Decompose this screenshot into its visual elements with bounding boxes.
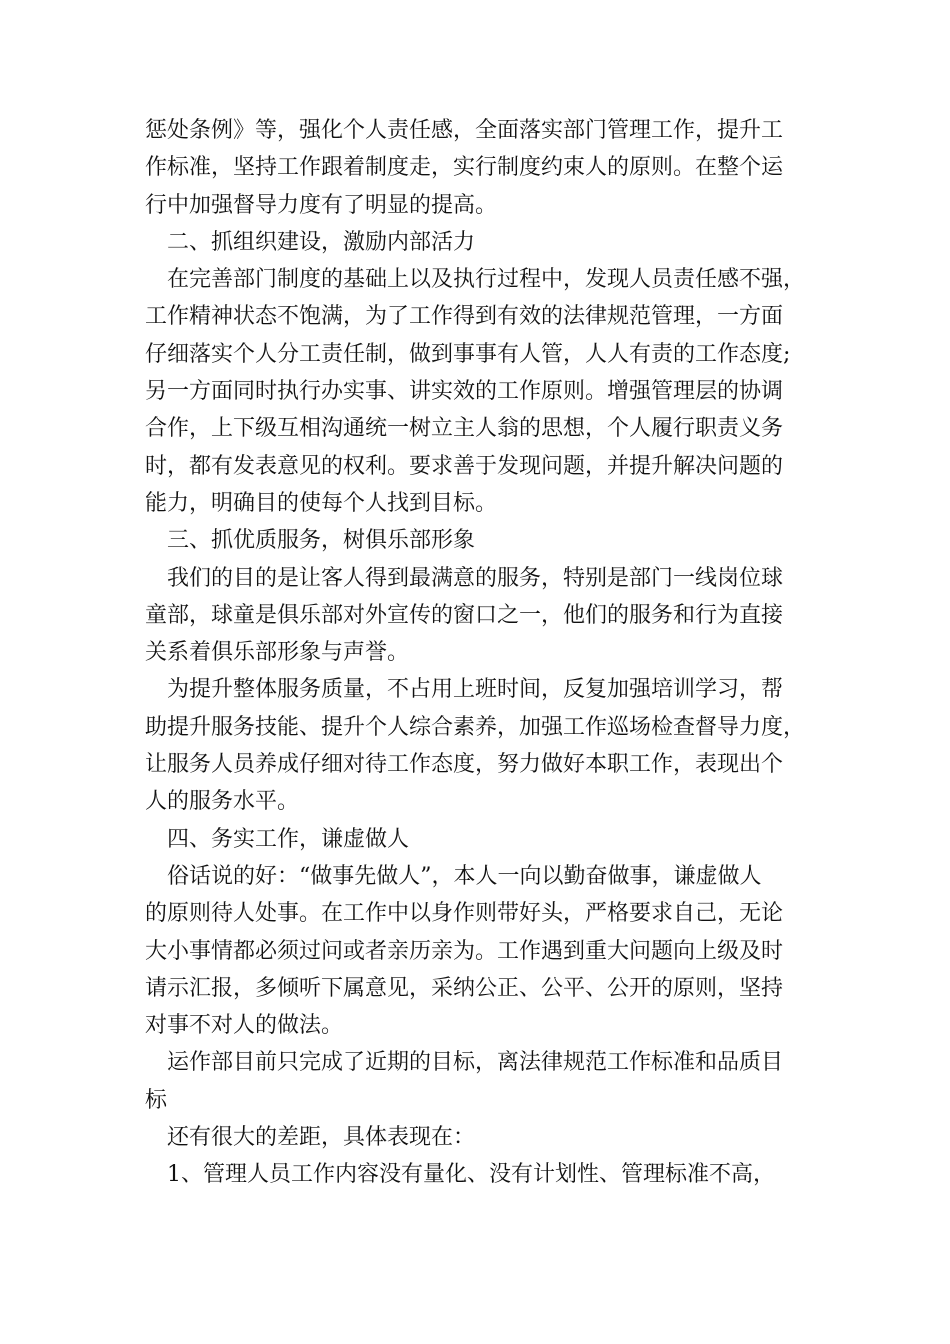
text-line: 工作精神状态不饱满，为了工作得到有效的法律规范管理，一方面 bbox=[145, 304, 784, 330]
text-line: 为提升整体服务质量，不占用上班时间，反复加强培训学习，帮 bbox=[167, 677, 784, 703]
text-line: 能力，明确目的使每个人找到目标。 bbox=[145, 490, 498, 516]
text-line: 作标准，坚持工作跟着制度走，实行制度约束人的原则。在整个运 bbox=[145, 155, 784, 181]
text-line: 仔细落实个人分工责任制，做到事事有人管，人人有责的工作态度; bbox=[145, 341, 791, 367]
text-line: 运作部目前只完成了近期的目标，离法律规范工作标准和品质目 bbox=[167, 1050, 784, 1076]
text-line: 在完善部门制度的基础上以及执行过程中，发现人员责任感不强， bbox=[167, 267, 806, 293]
section-heading: 四、务实工作，谦虚做人 bbox=[167, 826, 410, 852]
section-heading: 三、抓优质服务，树俱乐部形象 bbox=[167, 528, 476, 554]
text-line: 助提升服务技能、提升个人综合素养，加强工作巡场检查督导力度， bbox=[145, 714, 806, 740]
text-line: 标 bbox=[145, 1087, 168, 1113]
text-line: 请示汇报，多倾听下属意见，采纳公正、公平、公开的原则，坚持 bbox=[145, 975, 784, 1001]
text-line: 还有很大的差距，具体表现在： bbox=[167, 1125, 476, 1151]
text-line: 让服务人员养成仔细对待工作态度，努力做好本职工作，表现出个 bbox=[145, 752, 784, 778]
text-line: 关系着俱乐部形象与声誉。 bbox=[145, 640, 410, 666]
text-line: 时，都有发表意见的权利。要求善于发现问题，并提升解决问题的 bbox=[145, 453, 784, 479]
text-line: 俗话说的好：“做事先做人”，本人一向以勤奋做事，谦虚做人 bbox=[167, 863, 762, 889]
text-line: 合作，上下级互相沟通统一树立主人翁的思想，个人履行职责义务 bbox=[145, 416, 784, 442]
text-line: 童部，球童是俱乐部对外宣传的窗口之一，他们的服务和行为直接 bbox=[145, 602, 784, 628]
list-item: 1、管理人员工作内容没有量化、没有计划性、管理标准不高， bbox=[167, 1162, 775, 1188]
text-line: 惩处条例》等，强化个人责任感，全面落实部门管理工作，提升工 bbox=[145, 118, 784, 143]
text-line: 大小事情都必须过问或者亲历亲为。工作遇到重大问题向上级及时 bbox=[145, 938, 784, 964]
text-line: 我们的目的是让客人得到最满意的服务，特别是部门一线岗位球 bbox=[167, 565, 784, 591]
text-line: 另一方面同时执行办实事、讲实效的工作原则。增强管理层的协调 bbox=[145, 379, 784, 405]
text-line: 对事不对人的做法。 bbox=[145, 1013, 344, 1039]
text-line: 人的服务水平。 bbox=[145, 789, 300, 815]
document-body bbox=[145, 112, 835, 1194]
text-line: 的原则待人处事。在工作中以身作则带好头，严格要求自己，无论 bbox=[145, 901, 784, 927]
section-heading: 二、抓组织建设，激励内部活力 bbox=[167, 229, 476, 255]
text-line: 行中加强督导力度有了明显的提高。 bbox=[145, 192, 498, 218]
